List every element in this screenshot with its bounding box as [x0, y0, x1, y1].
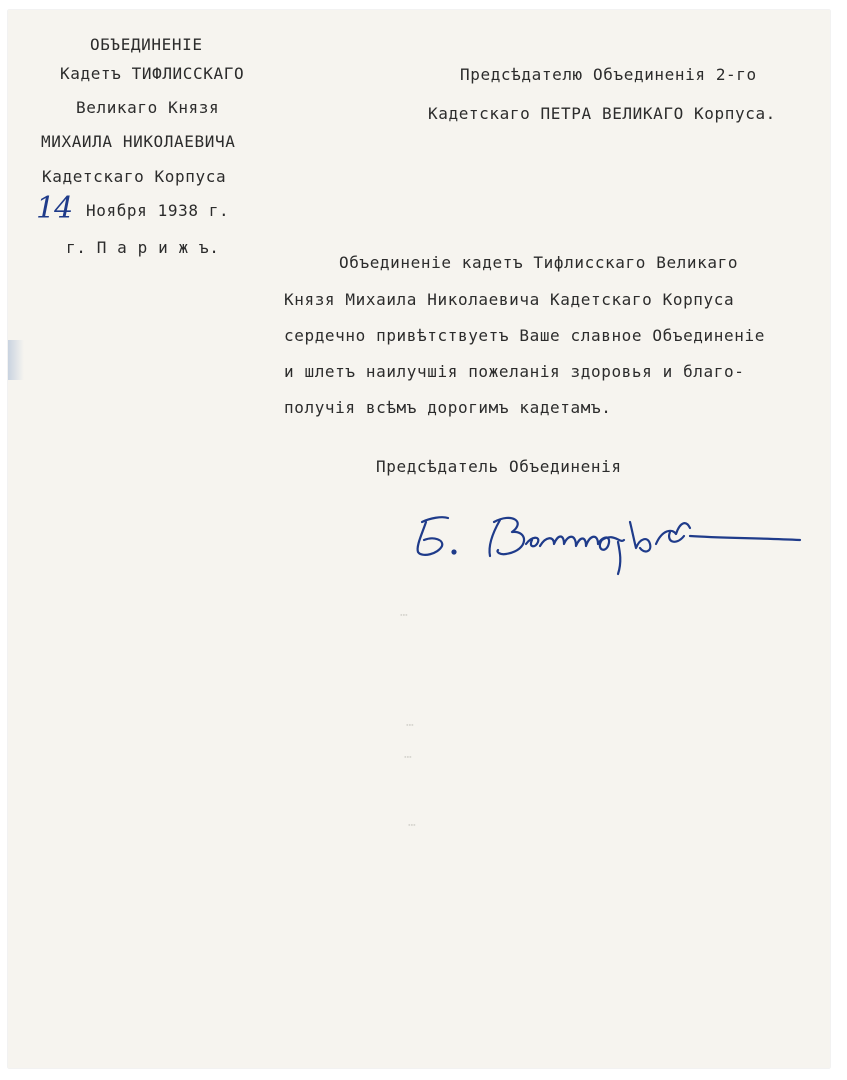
sender-line-5: Кадетскаго Корпуса — [42, 167, 227, 186]
bleed-through-mark: ⋯ — [400, 608, 408, 623]
sender-line-4: МИХАИЛА НИКОЛАЕВИЧА — [41, 132, 236, 151]
bleed-through-mark: ⋯ — [404, 750, 412, 765]
paper-edge-stain — [8, 340, 24, 380]
body-line-3: сердечно привѣтствуетъ Ваше славное Объединенiе — [284, 326, 765, 345]
sender-date: Ноября 1938 г. — [86, 201, 230, 220]
bleed-through-mark: ⋯ — [406, 718, 414, 733]
addressee-line-2: Кадетскаго ПЕТРА ВЕЛИКАГО Корпуса. — [428, 104, 776, 123]
letter-sheet — [8, 10, 830, 1068]
body-line-5: получiя всѣмъ дорогимъ кадетамъ. — [284, 398, 612, 417]
chairman-title: Предсѣдатель Объединенiя — [376, 457, 622, 476]
body-line-4: и шлетъ наилучшiя пожеланiя здоровья и благо- — [284, 362, 745, 381]
body-line-1: Объединенiе кадетъ Тифлисскаго Великаго — [339, 253, 739, 272]
bleed-through-mark: ⋯ — [408, 818, 416, 833]
sender-line-3: Великаго Князя — [76, 98, 220, 117]
sender-city: г. П а р и ж ъ. — [66, 238, 220, 257]
sender-line-2: Кадетъ ТИФЛИССКАГО — [60, 64, 245, 83]
addressee-line-1: Предсѣдателю Объединенiя 2-го — [460, 65, 757, 84]
sender-line-1: ОБЪЕДИНЕНIЕ — [90, 35, 203, 54]
handwritten-signature — [408, 500, 808, 580]
handwritten-date-day: 14 — [36, 191, 73, 226]
body-line-2: Князя Михаила Николаевича Кадетскаго Корпуса — [284, 290, 735, 309]
